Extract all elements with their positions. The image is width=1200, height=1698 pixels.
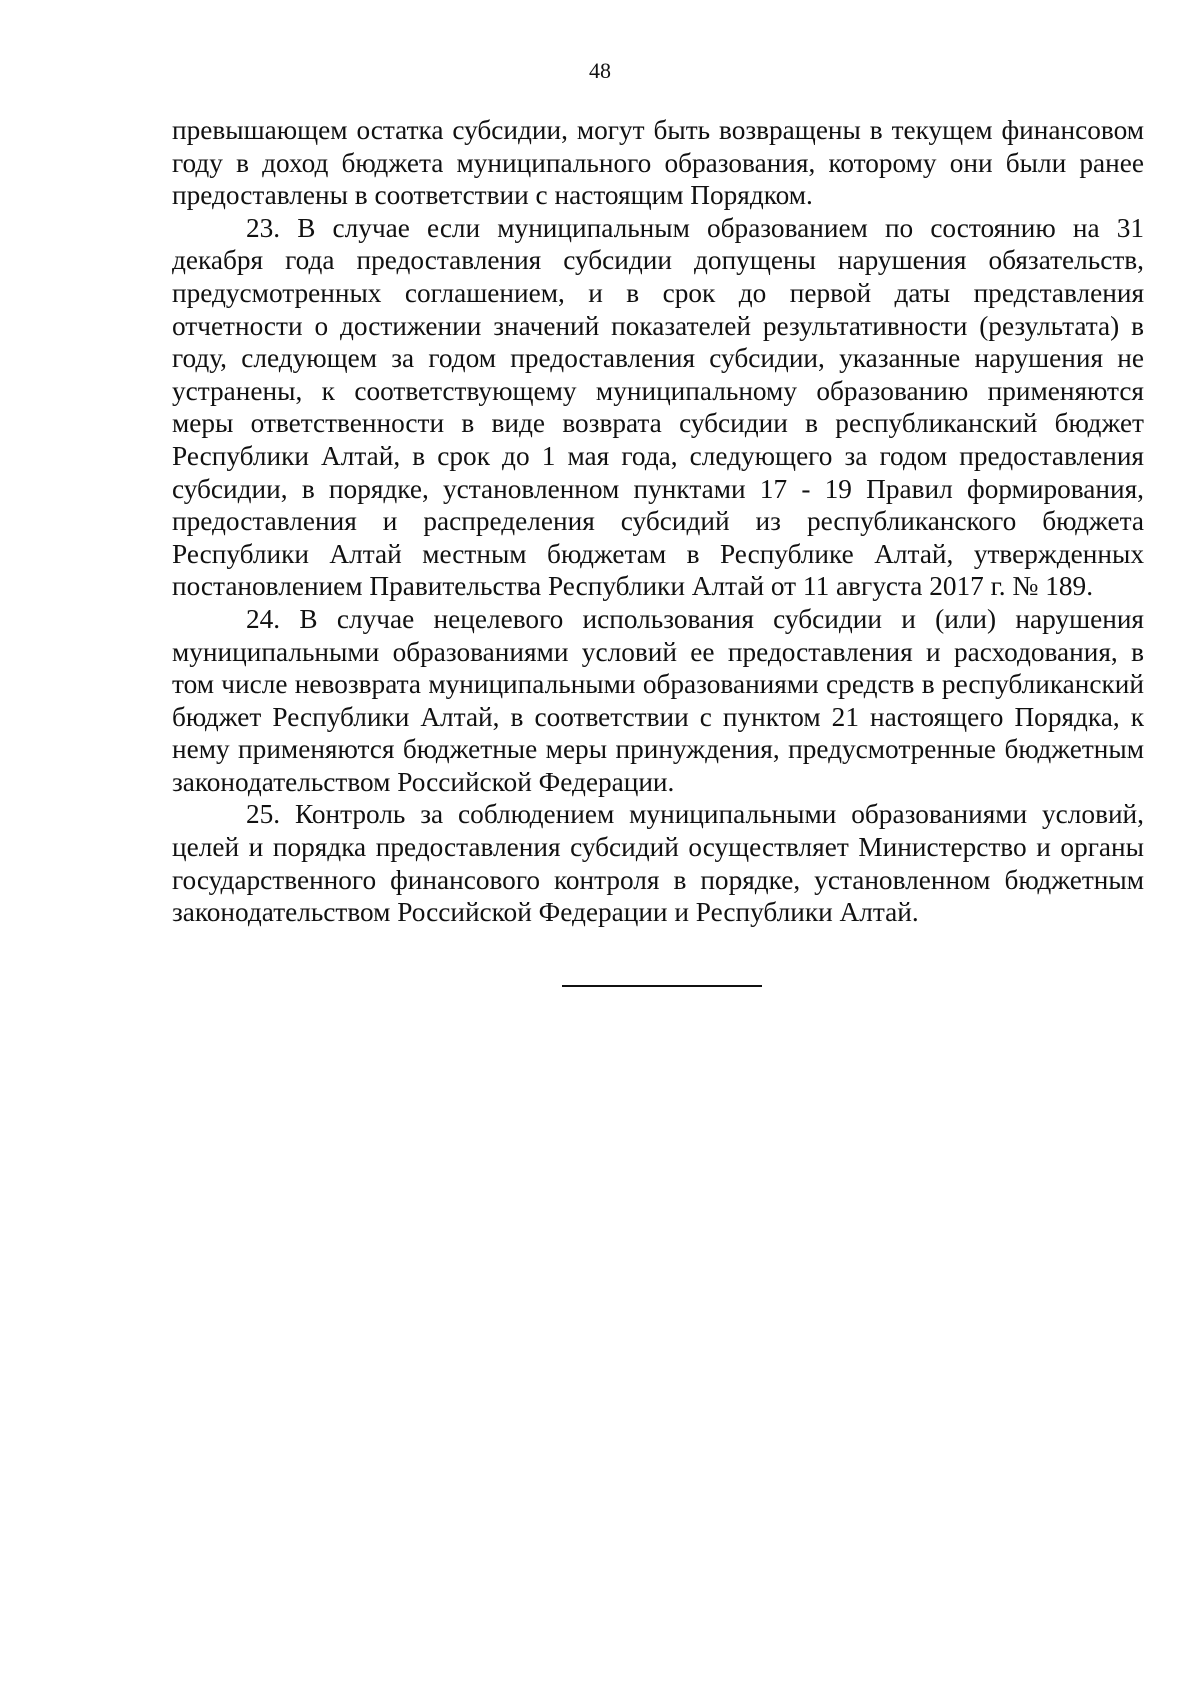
- page-number: 48: [589, 58, 611, 83]
- end-of-document-rule: [562, 985, 762, 987]
- paragraph-item-24: 24. В случае нецелевого использования субсидии и (или) нарушения муниципальными образованиями условий ее предоставления и расходования, в том числе невозврата муниципальными образованиями средств в республиканский бюджет Республики Алтай, в соответствии с пунктом 21 настоящего Порядка, к нему применяются бюджетные меры принуждения, предусмотренные бюджетным законодательством Российской Федерации.: [172, 603, 1144, 797]
- paragraph-item-23: 23. В случае если муниципальным образованием по состоянию на 31 декабря года предоставления субсидии допущены нарушения обязательств, предусмотренных соглашением, и в срок до первой даты представления отчетности о достижении значений показателей результативности (результата) в году, следующем за годом предоставления субсидии, указанные нарушения не устранены, к соответствующему муниципальному образованию применяются меры ответственности в виде возврата субсидии в республиканский бюджет Республики Алтай, в срок до 1 мая года, следующего за годом предоставления субсидии, в порядке, установленном пунктами 17 - 19 Правил формирования, предоставления и распределения субсидий из республиканского бюджета Республики Алтай местным бюджетам в Республике Алтай, утвержденных постановлением Правительства Республики Алтай от 11 августа 2017 г. № 189.: [172, 212, 1144, 602]
- document-body: [172, 114, 1144, 929]
- paragraph-continuation: превышающем остатка субсидии, могут быть возвращены в текущем финансовом году в доход бюджета муниципального образования, которому они были ранее предоставлены в соответствии с настоящим Порядком.: [172, 115, 1144, 211]
- paragraph-item-25: 25. Контроль за соблюдением муниципальными образованиями условий, целей и порядка предоставления субсидий осуществляет Министерство и органы государственного финансового контроля в порядке, установленном бюджетным законодательством Российской Федерации и Республики Алтай.: [172, 799, 1144, 928]
